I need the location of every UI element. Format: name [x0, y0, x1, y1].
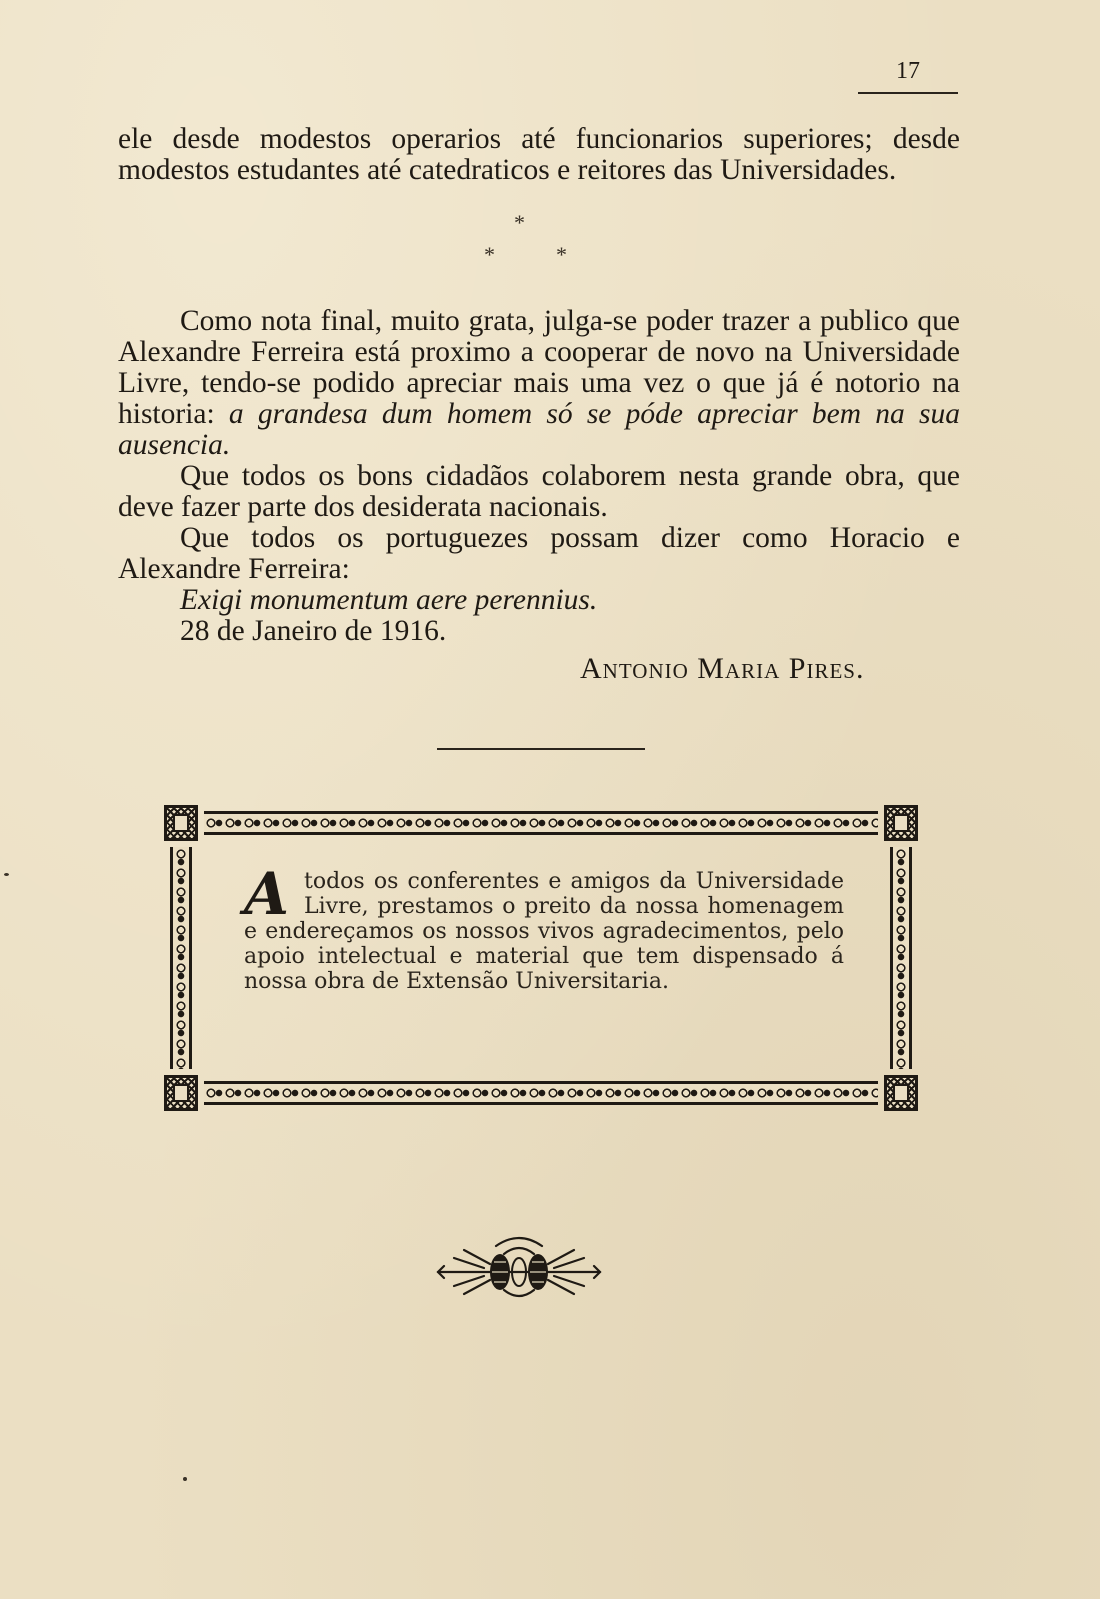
section-rule: [437, 748, 645, 750]
date-line: 28 de Janeiro de 1916.: [180, 615, 447, 647]
paragraph-1: ele desde modestos operarios até funcionarios superiores; desde modestos estudantes até catedraticos e reitores das Universidades.: [118, 123, 960, 186]
paragraph-2-italic-quote: a grandesa dum homem só se póde apreciar bem na sua ausencia.: [118, 398, 960, 461]
paper-speck: [183, 1477, 187, 1481]
ornamental-border: [164, 805, 918, 1111]
asterism-star-top: *: [514, 210, 525, 235]
border-top-band: [204, 811, 878, 835]
border-left-band: [170, 847, 192, 1069]
corner-ornament-icon: [884, 805, 918, 841]
page-number-rule: [858, 92, 958, 94]
dedication-text: [244, 860, 844, 994]
corner-ornament-icon: [164, 1075, 198, 1111]
dedication-body: todos os conferentes e amigos da Universidade Livre, prestamos o preito da nossa homenagem e endereçamos os nossos vivos agradecimentos, pelo apoio intelectual e material que tem dispensado á nossa obra de Extensão Universitaria.: [244, 869, 844, 994]
border-right-band: [890, 847, 912, 1069]
fleuron-ornament-icon: [434, 1232, 604, 1302]
main-text: [118, 306, 960, 647]
dropcap-letter: A: [244, 860, 290, 928]
paragraph-4: Que todos os portuguezes possam dizer como Horacio e Alexandre Ferreira:: [118, 522, 960, 585]
asterism-star-left: *: [484, 242, 495, 267]
author-signature: Antonio Maria Pires.: [580, 652, 865, 685]
asterism-star-right: *: [556, 242, 567, 267]
paragraph-2: [118, 306, 960, 461]
border-bottom-band: [204, 1081, 878, 1105]
paragraph-continuation: [118, 124, 960, 186]
latin-quote: Exigi monumentum aere perennius.: [180, 584, 598, 616]
paragraph-2-text: Como nota final, muito grata, julga-se poder trazer a publico que Alexandre Ferreira está proximo a cooperar de novo na Universidade Livre, tendo-se podido apreciar mais uma vez o que já é notorio na historia:: [118, 305, 960, 430]
corner-ornament-icon: [164, 805, 198, 841]
corner-ornament-icon: [884, 1075, 918, 1111]
paragraph-3: Que todos os bons cidadãos colaborem nesta grande obra, que deve fazer parte dos desiderata nacionais.: [118, 460, 960, 523]
page-number: 17: [896, 58, 920, 84]
paper-speck: [4, 873, 9, 876]
